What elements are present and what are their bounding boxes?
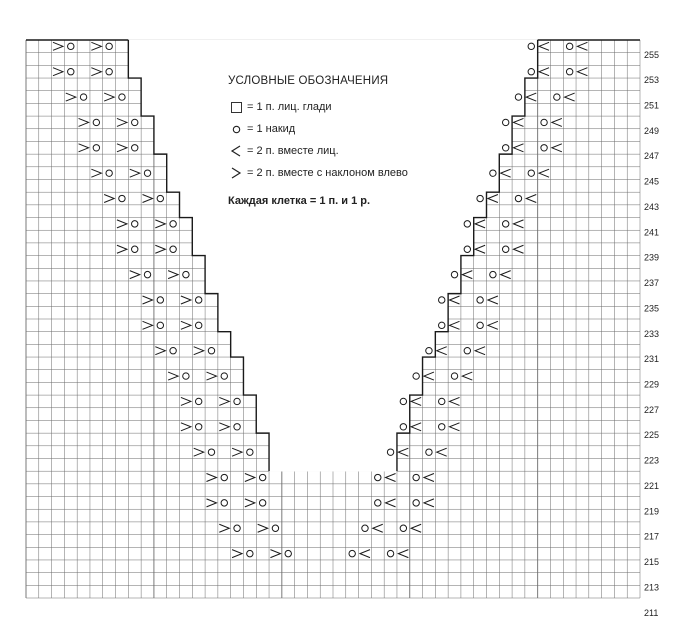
k2tog-symbol [437,448,447,456]
k2tog-symbol [513,220,523,228]
row-number: 237 [644,278,660,289]
row-number: 243 [644,201,660,212]
ssk-symbol [130,169,140,177]
yarn-over-symbol [144,271,150,277]
ssk-icon [228,166,244,180]
legend-item-yarnover [228,118,458,140]
yarn-over-symbol [132,221,138,227]
yarn-over-symbol [362,525,368,531]
ssk-symbol [117,220,127,228]
ssk-symbol [206,372,216,380]
k2tog-symbol [411,423,421,431]
empty-square-icon [228,100,244,114]
yarn-over-symbol [157,195,163,201]
k2tog-symbol [411,524,421,532]
circle-icon [228,122,244,136]
k2tog-symbol [373,524,383,532]
neck-opening [205,268,461,281]
yarn-over-symbol [183,373,189,379]
k2tog-symbol [450,397,460,405]
row-number: 225 [644,430,660,441]
row-number: 227 [644,404,660,415]
neck-opening [218,319,448,332]
ssk-symbol [66,93,76,101]
yarn-over-symbol [221,474,227,480]
legend-text-yarnover: = 1 накид [247,123,296,135]
k2tog-symbol [386,474,396,482]
neck-opening [256,395,410,408]
ssk-symbol [79,118,89,126]
yarn-over-symbol [157,297,163,303]
yarn-over-symbol [68,69,74,75]
yarn-over-symbol [144,170,150,176]
yarn-over-symbol [119,94,125,100]
ssk-symbol [194,347,204,355]
yarn-over-symbol [93,145,99,151]
yarn-over-symbol [132,119,138,125]
ssk-symbol [155,245,165,253]
k2tog-symbol [475,220,485,228]
ssk-symbol [91,68,101,76]
yarn-over-symbol [234,398,240,404]
yarn-over-symbol [375,500,381,506]
yarn-over-symbol [170,246,176,252]
k2tog-symbol [552,144,562,152]
k2tog-symbol [488,321,498,329]
ssk-symbol [270,550,280,558]
yarn-over-symbol [400,525,406,531]
row-number: 253 [644,75,660,86]
k2tog-symbol [424,499,434,507]
yarn-over-symbol [221,500,227,506]
yarn-over-symbol [132,246,138,252]
k2tog-symbol [411,397,421,405]
ssk-symbol [117,245,127,253]
neck-opening [192,230,473,243]
ssk-symbol [117,144,127,152]
yarn-over-symbol [259,500,265,506]
row-number: 223 [644,455,660,466]
legend-text-k2tog: = 2 п. вместе лиц. [247,145,339,157]
ssk-symbol [181,423,191,431]
ssk-symbol [79,144,89,152]
k2tog-symbol [360,550,370,558]
ssk-symbol [219,397,229,405]
row-number: 229 [644,379,660,390]
k2tog-symbol [398,448,408,456]
yarn-over-symbol [477,322,483,328]
ssk-symbol [181,397,191,405]
k2tog-symbol [386,499,396,507]
k2tog-symbol [513,245,523,253]
yarn-over-symbol [502,221,508,227]
ssk-symbol [117,118,127,126]
neck-opening [218,306,448,319]
yarn-over-symbol [349,550,355,556]
legend-text-ssk: = 2 п. вместе с наклоном влево [247,167,408,179]
k2tog-symbol [450,296,460,304]
k2tog-symbol [539,169,549,177]
k2tog-symbol [450,423,460,431]
row-number: 217 [644,531,660,542]
yarn-over-symbol [170,348,176,354]
neck-opening [218,293,448,306]
row-number: 231 [644,354,660,365]
yarn-over-symbol [80,94,86,100]
yarn-over-symbol [119,195,125,201]
yarn-over-symbol [439,398,445,404]
yarn-over-symbol [515,195,521,201]
k2tog-symbol [475,347,485,355]
yarn-over-symbol [541,145,547,151]
neck-opening [243,357,422,370]
yarn-over-symbol [234,424,240,430]
yarn-over-symbol [208,348,214,354]
yarn-over-symbol [413,474,419,480]
ssk-symbol [168,271,178,279]
neck-opening [192,217,473,230]
k2tog-symbol [539,68,549,76]
neck-opening [205,255,461,268]
ssk-symbol [258,524,268,532]
ssk-symbol [168,372,178,380]
k2tog-symbol [577,42,587,50]
yarn-over-symbol [502,246,508,252]
neck-opening [205,281,461,294]
ssk-symbol [194,448,204,456]
ssk-symbol [181,321,191,329]
k2tog-symbol [424,474,434,482]
k2tog-symbol [501,271,511,279]
ssk-symbol [53,42,63,50]
k2tog-symbol [565,93,575,101]
k2tog-symbol [488,195,498,203]
k2tog-symbol [462,271,472,279]
legend-item-k2tog [228,140,458,162]
yarn-over-symbol [541,119,547,125]
yarn-over-symbol [195,398,201,404]
yarn-over-symbol [93,119,99,125]
k2tog-symbol [539,42,549,50]
yarn-over-symbol [221,373,227,379]
yarn-over-symbol [285,550,291,556]
k2tog-symbol [501,169,511,177]
legend [228,70,458,212]
ssk-symbol [219,423,229,431]
row-number: 239 [644,252,660,263]
row-number: 221 [644,480,660,491]
row-number-labels [644,50,659,624]
neck-opening [243,382,422,395]
yarn-over-symbol [106,43,112,49]
neck-opening [269,446,397,459]
ssk-symbol [155,347,165,355]
row-number: 255 [644,49,660,60]
k2tog-symbol [488,296,498,304]
yarn-over-symbol [247,550,253,556]
k2tog-symbol [398,550,408,558]
yarn-over-symbol [183,271,189,277]
yarn-over-symbol [106,69,112,75]
ssk-symbol [245,499,255,507]
yarn-over-symbol [272,525,278,531]
ssk-symbol [206,499,216,507]
yarn-over-symbol [464,348,470,354]
yarn-over-symbol [132,145,138,151]
legend-item-ssk [228,162,458,184]
yarn-over-symbol [490,271,496,277]
legend-title: УСЛОВНЫЕ ОБОЗНАЧЕНИЯ [228,75,389,87]
yarn-over-symbol [259,474,265,480]
yarn-over-symbol [157,322,163,328]
row-number: 233 [644,328,660,339]
legend-text-knit: = 1 п. лиц. глади [247,101,332,113]
k2tog-symbol [424,372,434,380]
yarn-over-symbol [195,424,201,430]
yarn-over-symbol [426,449,432,455]
neck-opening [192,243,473,256]
yarn-over-symbol [439,424,445,430]
row-number: 235 [644,303,660,314]
k2tog-symbol [526,195,536,203]
ssk-symbol [232,448,242,456]
yarn-over-symbol [375,474,381,480]
ssk-symbol [130,271,140,279]
yarn-over-symbol [170,221,176,227]
ssk-symbol [206,474,216,482]
k2tog-symbol [526,93,536,101]
row-number: 241 [644,227,660,238]
k2tog-symbol [577,68,587,76]
neck-opening [128,52,537,65]
yarn-over-symbol [528,170,534,176]
yarn-over-symbol [195,322,201,328]
k2tog-symbol [475,245,485,253]
row-number: 247 [644,151,660,162]
neck-opening [269,433,397,446]
ssk-symbol [104,93,114,101]
ssk-symbol [232,550,242,558]
neck-opening [231,344,436,357]
row-number: 249 [644,125,660,136]
yarn-over-symbol [566,69,572,75]
ssk-symbol [245,474,255,482]
k2tog-symbol [513,118,523,126]
ssk-symbol [155,220,165,228]
ssk-symbol [219,524,229,532]
yarn-over-symbol [387,550,393,556]
ssk-symbol [91,169,101,177]
row-number: 215 [644,557,660,568]
neck-opening [269,458,397,471]
ssk-symbol [143,195,153,203]
ssk-symbol [143,296,153,304]
legend-item-knit [228,96,458,118]
yarn-over-symbol [68,43,74,49]
yarn-over-symbol [208,449,214,455]
neck-opening [256,407,410,420]
k2tog-symbol [450,321,460,329]
yarn-over-symbol [106,170,112,176]
ssk-symbol [104,195,114,203]
row-number: 245 [644,176,660,187]
ssk-symbol [53,68,63,76]
row-number: 213 [644,582,660,593]
row-number: 251 [644,100,660,111]
yarn-over-symbol [195,297,201,303]
k2tog-symbol [513,144,523,152]
neck-opening [128,40,537,53]
neck-opening [256,420,410,433]
yarn-over-symbol [451,373,457,379]
k2tog-symbol [552,118,562,126]
k2tog-symbol [462,372,472,380]
yarn-over-symbol [554,94,560,100]
k2tog-symbol [437,347,447,355]
ssk-symbol [143,321,153,329]
neck-opening [243,369,422,382]
row-number: 219 [644,506,660,517]
ssk-symbol [181,296,191,304]
yarn-over-symbol [234,525,240,531]
k2tog-icon [228,144,244,158]
neck-opening [231,331,436,344]
yarn-over-symbol [477,297,483,303]
yarn-over-symbol [413,500,419,506]
legend-note: Каждая клетка = 1 п. и 1 р. [228,195,371,207]
yarn-over-symbol [566,43,572,49]
row-number: 211 [644,607,659,618]
ssk-symbol [91,42,101,50]
yarn-over-symbol [247,449,253,455]
